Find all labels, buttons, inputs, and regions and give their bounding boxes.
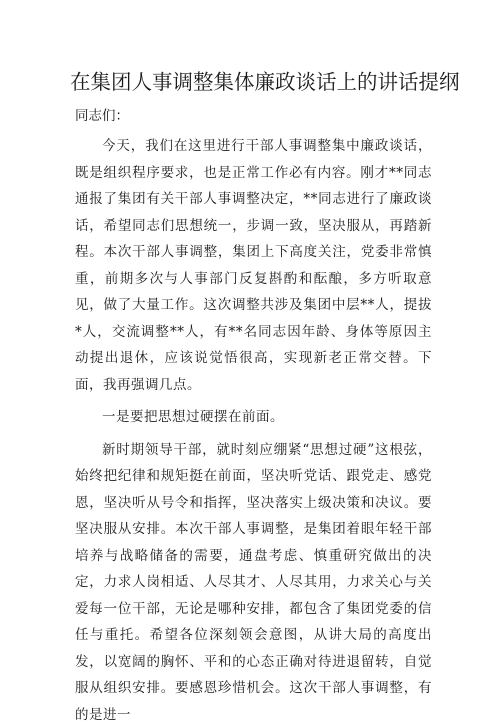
greeting: 同志们： <box>75 104 432 129</box>
paragraph-body-1: 新时期领导干部，就时刻应绷紧“思想过硬”这根弦，始终把纪律和规矩挺在前面，坚决听党话、跟党走、感党恩，坚决听从号令和指挥，坚决落实上级决策和决议。要坚决服从安排。本次干部人事调整，是集团着眼年轻干部培养与战略储备的需要，通盘考虑、慎重研究做出的决定，力求人岗相适、人尽其才、人尽其用，力求关心与关爱每一位干部，无论是哪种安排，都包含了集团党委的信任与重托。希望各位深刻领会意图，从讲大局的高度出发，以宽阔的胸怀、平和的心态正确对待进退留转，自觉服从组织安排。要感恩珍惜机会。这次干部人事调整，有的是进一 <box>75 437 432 728</box>
section-heading-1: 一是要把思想过硬摆在前面。 <box>75 404 432 431</box>
paragraph-intro: 今天，我们在这里进行干部人事调整集中廉政谈话，既是组织程序要求，也是正常工作必有内容。刚才**同志通报了集团有关干部人事调整决定，**同志进行了廉政谈话，希望同志们思想统一，步调一致，坚决服从，再踏新程。本次干部人事调整，集团上下高度关注，党委非常慎重，前期多次与人事部门反复斟酌和酝酿，多方听取意见，做了大量工作。这次调整共涉及集团中层**人，提拔*人，交流调整**人，有**名同志因年龄、身体等原因主动提出退休，应该说觉悟很高，实现新老正常交替。下面，我再强调几点。 <box>75 133 432 398</box>
document-title: 在集团人事调整集体廉政谈话上的讲话提纲 <box>70 68 432 96</box>
